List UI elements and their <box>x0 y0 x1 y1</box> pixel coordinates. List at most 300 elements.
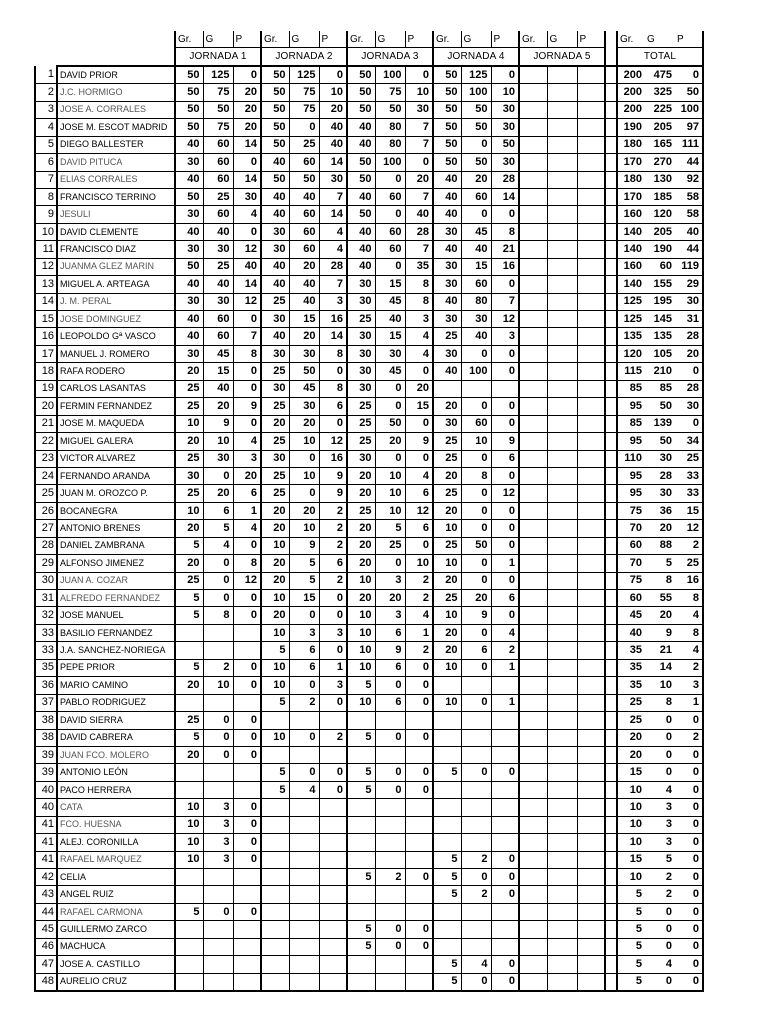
row-rank: 7 <box>35 171 57 188</box>
table-row <box>35 938 703 955</box>
jornada-3-g-cell: 5 <box>375 520 405 537</box>
jornada-5-gr-cell <box>519 84 547 101</box>
row-gap <box>605 485 617 502</box>
jornada-3-gr-cell: 50 <box>347 84 375 101</box>
jornada-5-p-cell <box>577 171 605 188</box>
row-gap <box>605 537 617 554</box>
jornada-5-g-cell <box>547 328 577 345</box>
jornada-5-g-cell <box>547 363 577 380</box>
jornada-5-p-cell <box>577 799 605 816</box>
player-name: ANTONIO LEÓN <box>57 764 175 781</box>
jornada-1-p-cell: 7 <box>233 328 261 345</box>
jornada-5-gr-cell <box>519 467 547 484</box>
jornada-1-gr-cell: 20 <box>175 520 203 537</box>
jornada-4-gr-cell: 30 <box>433 223 461 240</box>
player-name: FCO. HUESNA <box>57 816 175 833</box>
jornada-4-p-cell: 0 <box>491 66 519 84</box>
jornada-5-g-cell <box>547 903 577 920</box>
total-gr-cell: 10 <box>617 834 645 851</box>
total-g-cell: 205 <box>645 223 675 240</box>
scores-body <box>35 31 703 991</box>
jornada-2-g-cell: 60 <box>289 206 319 223</box>
header-total-title: TOTAL <box>617 48 703 66</box>
header-col-label: G <box>375 31 405 48</box>
jornada-3-g-cell: 60 <box>375 188 405 205</box>
total-gr-cell: 160 <box>617 206 645 223</box>
jornada-3-g-cell: 6 <box>375 694 405 711</box>
jornada-5-g-cell <box>547 869 577 886</box>
jornada-5-g-cell <box>547 241 577 258</box>
jornada-3-gr-cell: 50 <box>347 154 375 171</box>
player-name: JOSE A. CASTILLO <box>57 956 175 973</box>
row-gap <box>605 607 617 624</box>
total-p-cell: 0 <box>675 956 703 973</box>
row-gap <box>605 956 617 973</box>
jornada-1-gr-cell: 30 <box>175 467 203 484</box>
jornada-4-gr-cell: 20 <box>433 642 461 659</box>
table-row <box>35 590 703 607</box>
jornada-1-p-cell: 14 <box>233 171 261 188</box>
jornada-1-p-cell: 30 <box>233 188 261 205</box>
jornada-3-g-cell: 0 <box>375 450 405 467</box>
jornada-1-g-cell: 30 <box>203 450 233 467</box>
jornada-1-gr-cell <box>175 764 203 781</box>
jornada-3-p-cell: 4 <box>405 345 433 362</box>
total-g-cell: 0 <box>645 938 675 955</box>
jornada-1-g-cell: 20 <box>203 485 233 502</box>
player-name: RAFAEL MARQUEZ <box>57 851 175 868</box>
row-rank: 19 <box>35 380 57 397</box>
row-gap <box>605 659 617 676</box>
jornada-3-p-cell <box>405 886 433 903</box>
jornada-5-g-cell <box>547 729 577 746</box>
jornada-3-p-cell: 0 <box>405 677 433 694</box>
jornada-5-g-cell <box>547 537 577 554</box>
total-p-cell: 58 <box>675 188 703 205</box>
jornada-5-g-cell <box>547 66 577 84</box>
table-row <box>35 555 703 572</box>
total-gr-cell: 40 <box>617 624 645 641</box>
jornada-5-g-cell <box>547 206 577 223</box>
total-g-cell: 21 <box>645 642 675 659</box>
jornada-1-g-cell <box>203 956 233 973</box>
total-gr-cell: 160 <box>617 258 645 275</box>
jornada-4-gr-cell <box>433 781 461 798</box>
jornada-5-p-cell <box>577 84 605 101</box>
jornada-2-gr-cell <box>261 869 289 886</box>
jornada-3-gr-cell <box>347 746 375 763</box>
jornada-4-p-cell: 0 <box>491 607 519 624</box>
header-col-label: Gr. <box>347 31 375 48</box>
total-p-cell: 0 <box>675 764 703 781</box>
jornada-1-gr-cell <box>175 938 203 955</box>
player-name: J. M. PERAL <box>57 293 175 310</box>
player-name: JUANMA GLEZ MARIN <box>57 258 175 275</box>
jornada-2-g-cell: 2 <box>289 694 319 711</box>
total-p-cell: 119 <box>675 258 703 275</box>
jornada-5-g-cell <box>547 398 577 415</box>
jornada-5-p-cell <box>577 624 605 641</box>
jornada-2-g-cell: 10 <box>289 467 319 484</box>
jornada-1-g-cell: 60 <box>203 311 233 328</box>
table-row <box>35 520 703 537</box>
row-gap <box>605 328 617 345</box>
jornada-2-g-cell <box>289 869 319 886</box>
row-rank: 8 <box>35 188 57 205</box>
jornada-2-p-cell: 10 <box>319 84 347 101</box>
jornada-4-g-cell: 20 <box>461 590 491 607</box>
jornada-3-g-cell: 0 <box>375 677 405 694</box>
jornada-4-gr-cell: 30 <box>433 276 461 293</box>
jornada-5-gr-cell <box>519 450 547 467</box>
total-gr-cell: 95 <box>617 433 645 450</box>
jornada-2-p-cell: 0 <box>319 642 347 659</box>
table-row <box>35 485 703 502</box>
jornada-4-p-cell: 6 <box>491 590 519 607</box>
jornada-1-gr-cell: 40 <box>175 223 203 240</box>
jornada-5-gr-cell <box>519 433 547 450</box>
jornada-2-gr-cell <box>261 973 289 991</box>
jornada-2-p-cell <box>319 938 347 955</box>
jornada-1-g-cell: 0 <box>203 712 233 729</box>
jornada-2-p-cell: 40 <box>319 119 347 136</box>
jornada-4-gr-cell: 5 <box>433 869 461 886</box>
jornada-4-gr-cell <box>433 816 461 833</box>
jornada-1-gr-cell: 30 <box>175 154 203 171</box>
total-p-cell: 44 <box>675 241 703 258</box>
jornada-4-g-cell: 2 <box>461 851 491 868</box>
player-name: DAVID CABRERA <box>57 729 175 746</box>
jornada-1-p-cell <box>233 764 261 781</box>
jornada-4-gr-cell <box>433 380 461 397</box>
jornada-4-p-cell <box>491 938 519 955</box>
jornada-5-p-cell <box>577 694 605 711</box>
jornada-4-g-cell: 0 <box>461 694 491 711</box>
total-gr-cell: 5 <box>617 973 645 991</box>
jornada-5-p-cell <box>577 502 605 519</box>
total-gr-cell: 45 <box>617 607 645 624</box>
jornada-2-p-cell: 1 <box>319 659 347 676</box>
jornada-3-gr-cell: 25 <box>347 433 375 450</box>
jornada-1-gr-cell: 20 <box>175 433 203 450</box>
jornada-1-gr-cell: 5 <box>175 659 203 676</box>
jornada-3-g-cell <box>375 973 405 991</box>
row-rank: 38 <box>35 729 57 746</box>
jornada-5-g-cell <box>547 154 577 171</box>
jornada-5-g-cell <box>547 764 577 781</box>
jornada-3-p-cell: 0 <box>405 869 433 886</box>
jornada-5-gr-cell <box>519 590 547 607</box>
jornada-4-g-cell: 0 <box>461 520 491 537</box>
jornada-5-gr-cell <box>519 537 547 554</box>
jornada-4-gr-cell: 40 <box>433 171 461 188</box>
jornada-4-g-cell: 0 <box>461 345 491 362</box>
jornada-1-gr-cell: 40 <box>175 136 203 153</box>
jornada-2-p-cell <box>319 886 347 903</box>
player-name: JUAN FCO. MOLERO <box>57 746 175 763</box>
table-row <box>35 467 703 484</box>
jornada-4-p-cell: 8 <box>491 223 519 240</box>
row-rank: 35 <box>35 659 57 676</box>
total-gr-cell: 10 <box>617 816 645 833</box>
total-p-cell: 29 <box>675 276 703 293</box>
table-row <box>35 746 703 763</box>
jornada-4-gr-cell: 25 <box>433 537 461 554</box>
jornada-4-gr-cell: 30 <box>433 258 461 275</box>
header-col-label: P <box>577 31 605 48</box>
header-jornada-title: JORNADA 5 <box>519 48 605 66</box>
jornada-3-g-cell: 9 <box>375 642 405 659</box>
jornada-4-gr-cell: 30 <box>433 311 461 328</box>
jornada-4-p-cell: 0 <box>491 572 519 589</box>
jornada-4-p-cell <box>491 729 519 746</box>
jornada-1-g-cell: 25 <box>203 188 233 205</box>
player-name: PABLO RODRIGUEZ <box>57 694 175 711</box>
jornada-2-gr-cell: 50 <box>261 136 289 153</box>
jornada-2-gr-cell: 25 <box>261 363 289 380</box>
jornada-2-gr-cell: 5 <box>261 642 289 659</box>
jornada-2-g-cell: 25 <box>289 136 319 153</box>
jornada-3-gr-cell: 10 <box>347 659 375 676</box>
jornada-2-gr-cell: 50 <box>261 84 289 101</box>
total-g-cell: 210 <box>645 363 675 380</box>
jornada-4-p-cell: 30 <box>491 154 519 171</box>
jornada-4-p-cell: 12 <box>491 311 519 328</box>
jornada-1-g-cell: 45 <box>203 345 233 362</box>
jornada-4-p-cell: 14 <box>491 188 519 205</box>
jornada-3-gr-cell: 40 <box>347 241 375 258</box>
jornada-4-g-cell: 9 <box>461 607 491 624</box>
jornada-2-gr-cell <box>261 903 289 920</box>
jornada-3-gr-cell: 40 <box>347 188 375 205</box>
row-gap <box>605 136 617 153</box>
jornada-2-gr-cell: 20 <box>261 555 289 572</box>
total-p-cell: 58 <box>675 206 703 223</box>
jornada-3-g-cell: 100 <box>375 154 405 171</box>
jornada-1-p-cell: 0 <box>233 816 261 833</box>
jornada-2-p-cell: 3 <box>319 293 347 310</box>
jornada-3-g-cell <box>375 834 405 851</box>
jornada-2-gr-cell: 30 <box>261 241 289 258</box>
jornada-4-p-cell: 1 <box>491 694 519 711</box>
jornada-3-p-cell <box>405 903 433 920</box>
jornada-1-g-cell: 60 <box>203 328 233 345</box>
total-p-cell: 0 <box>675 921 703 938</box>
jornada-3-p-cell: 3 <box>405 311 433 328</box>
jornada-5-g-cell <box>547 311 577 328</box>
total-p-cell: 8 <box>675 590 703 607</box>
total-gr-cell: 180 <box>617 171 645 188</box>
jornada-1-g-cell: 60 <box>203 154 233 171</box>
row-rank: 46 <box>35 938 57 955</box>
jornada-3-g-cell: 0 <box>375 938 405 955</box>
total-gr-cell: 10 <box>617 781 645 798</box>
total-p-cell: 1 <box>675 694 703 711</box>
jornada-5-g-cell <box>547 276 577 293</box>
jornada-3-p-cell <box>405 973 433 991</box>
jornada-3-gr-cell <box>347 799 375 816</box>
jornada-5-g-cell <box>547 642 577 659</box>
jornada-5-gr-cell <box>519 398 547 415</box>
jornada-3-gr-cell: 50 <box>347 101 375 118</box>
row-gap <box>605 886 617 903</box>
jornada-1-p-cell: 12 <box>233 241 261 258</box>
jornada-1-gr-cell <box>175 624 203 641</box>
jornada-2-gr-cell: 30 <box>261 380 289 397</box>
jornada-4-p-cell <box>491 677 519 694</box>
jornada-5-g-cell <box>547 746 577 763</box>
jornada-1-g-cell: 0 <box>203 903 233 920</box>
total-p-cell: 0 <box>675 869 703 886</box>
jornada-2-p-cell: 6 <box>319 398 347 415</box>
jornada-1-g-cell: 3 <box>203 851 233 868</box>
jornada-2-gr-cell: 30 <box>261 311 289 328</box>
header-col-label: G <box>645 31 675 48</box>
total-p-cell: 3 <box>675 677 703 694</box>
jornada-3-p-cell: 2 <box>405 572 433 589</box>
jornada-5-p-cell <box>577 973 605 991</box>
total-g-cell: 135 <box>645 328 675 345</box>
jornada-3-gr-cell: 50 <box>347 66 375 84</box>
jornada-4-gr-cell: 40 <box>433 363 461 380</box>
jornada-4-g-cell: 80 <box>461 293 491 310</box>
row-rank: 23 <box>35 450 57 467</box>
jornada-1-g-cell: 10 <box>203 433 233 450</box>
jornada-4-g-cell: 0 <box>461 398 491 415</box>
jornada-1-g-cell: 3 <box>203 834 233 851</box>
jornada-2-p-cell: 2 <box>319 502 347 519</box>
jornada-5-p-cell <box>577 746 605 763</box>
jornada-2-p-cell: 9 <box>319 467 347 484</box>
table-row <box>35 712 703 729</box>
jornada-2-g-cell: 20 <box>289 415 319 432</box>
jornada-4-p-cell: 0 <box>491 520 519 537</box>
table-row <box>35 642 703 659</box>
row-gap <box>605 781 617 798</box>
jornada-2-p-cell <box>319 869 347 886</box>
jornada-3-g-cell <box>375 746 405 763</box>
table-row <box>35 799 703 816</box>
jornada-5-p-cell <box>577 485 605 502</box>
jornada-5-gr-cell <box>519 520 547 537</box>
jornada-4-gr-cell: 50 <box>433 66 461 84</box>
total-g-cell: 0 <box>645 764 675 781</box>
jornada-1-g-cell <box>203 869 233 886</box>
total-p-cell: 97 <box>675 119 703 136</box>
jornada-3-gr-cell: 50 <box>347 171 375 188</box>
jornada-3-g-cell: 80 <box>375 136 405 153</box>
jornada-2-gr-cell: 50 <box>261 66 289 84</box>
jornada-1-g-cell: 0 <box>203 467 233 484</box>
jornada-4-p-cell <box>491 380 519 397</box>
row-rank: 41 <box>35 834 57 851</box>
jornada-4-g-cell: 0 <box>461 485 491 502</box>
player-name: BOCANEGRA <box>57 502 175 519</box>
jornada-1-p-cell: 9 <box>233 398 261 415</box>
jornada-4-g-cell: 100 <box>461 363 491 380</box>
jornada-2-gr-cell: 5 <box>261 781 289 798</box>
total-g-cell: 55 <box>645 590 675 607</box>
total-g-cell: 2 <box>645 886 675 903</box>
table-row <box>35 729 703 746</box>
jornada-1-gr-cell: 5 <box>175 537 203 554</box>
jornada-2-gr-cell: 40 <box>261 188 289 205</box>
row-gap <box>605 66 617 84</box>
jornada-4-gr-cell: 25 <box>433 328 461 345</box>
jornada-4-g-cell <box>461 729 491 746</box>
jornada-2-g-cell: 20 <box>289 502 319 519</box>
jornada-2-gr-cell: 10 <box>261 537 289 554</box>
total-g-cell: 50 <box>645 398 675 415</box>
jornada-2-gr-cell <box>261 712 289 729</box>
jornada-5-p-cell <box>577 433 605 450</box>
jornada-5-g-cell <box>547 590 577 607</box>
jornada-3-gr-cell <box>347 886 375 903</box>
total-p-cell: 25 <box>675 555 703 572</box>
jornada-5-g-cell <box>547 677 577 694</box>
row-gap <box>605 938 617 955</box>
jornada-3-p-cell: 7 <box>405 241 433 258</box>
jornada-1-gr-cell: 50 <box>175 119 203 136</box>
jornada-5-p-cell <box>577 223 605 240</box>
jornada-1-gr-cell: 30 <box>175 293 203 310</box>
jornada-2-gr-cell: 10 <box>261 677 289 694</box>
jornada-2-gr-cell: 40 <box>261 328 289 345</box>
jornada-1-g-cell <box>203 781 233 798</box>
jornada-5-g-cell <box>547 258 577 275</box>
total-gr-cell: 70 <box>617 520 645 537</box>
jornada-1-p-cell: 0 <box>233 380 261 397</box>
jornada-4-p-cell: 0 <box>491 276 519 293</box>
jornada-1-p-cell: 6 <box>233 485 261 502</box>
jornada-1-p-cell: 12 <box>233 293 261 310</box>
jornada-2-p-cell: 20 <box>319 101 347 118</box>
jornada-1-g-cell <box>203 694 233 711</box>
player-name: MACHUCA <box>57 938 175 955</box>
jornada-2-g-cell <box>289 712 319 729</box>
jornada-2-p-cell: 12 <box>319 433 347 450</box>
header-col-label: G <box>547 31 577 48</box>
jornada-3-g-cell: 15 <box>375 328 405 345</box>
jornada-1-gr-cell: 20 <box>175 363 203 380</box>
jornada-2-p-cell: 40 <box>319 136 347 153</box>
jornada-4-p-cell: 0 <box>491 398 519 415</box>
jornada-5-p-cell <box>577 869 605 886</box>
total-p-cell: 4 <box>675 607 703 624</box>
jornada-4-gr-cell: 10 <box>433 607 461 624</box>
jornada-3-p-cell: 6 <box>405 520 433 537</box>
row-rank: 24 <box>35 467 57 484</box>
jornada-1-gr-cell: 10 <box>175 415 203 432</box>
table-row <box>35 101 703 118</box>
jornada-5-gr-cell <box>519 956 547 973</box>
jornada-1-gr-cell: 25 <box>175 485 203 502</box>
header-col-label: P <box>675 31 703 48</box>
total-gr-cell: 125 <box>617 293 645 310</box>
jornada-2-gr-cell: 20 <box>261 572 289 589</box>
jornada-1-g-cell: 10 <box>203 677 233 694</box>
player-name: LEOPOLDO Gª VASCO <box>57 328 175 345</box>
jornada-3-g-cell: 3 <box>375 572 405 589</box>
table-row <box>35 607 703 624</box>
row-rank: 10 <box>35 223 57 240</box>
jornada-2-gr-cell: 20 <box>261 415 289 432</box>
row-gap <box>605 450 617 467</box>
jornada-4-gr-cell: 25 <box>433 433 461 450</box>
jornada-4-g-cell <box>461 746 491 763</box>
total-p-cell: 25 <box>675 450 703 467</box>
jornada-5-p-cell <box>577 520 605 537</box>
